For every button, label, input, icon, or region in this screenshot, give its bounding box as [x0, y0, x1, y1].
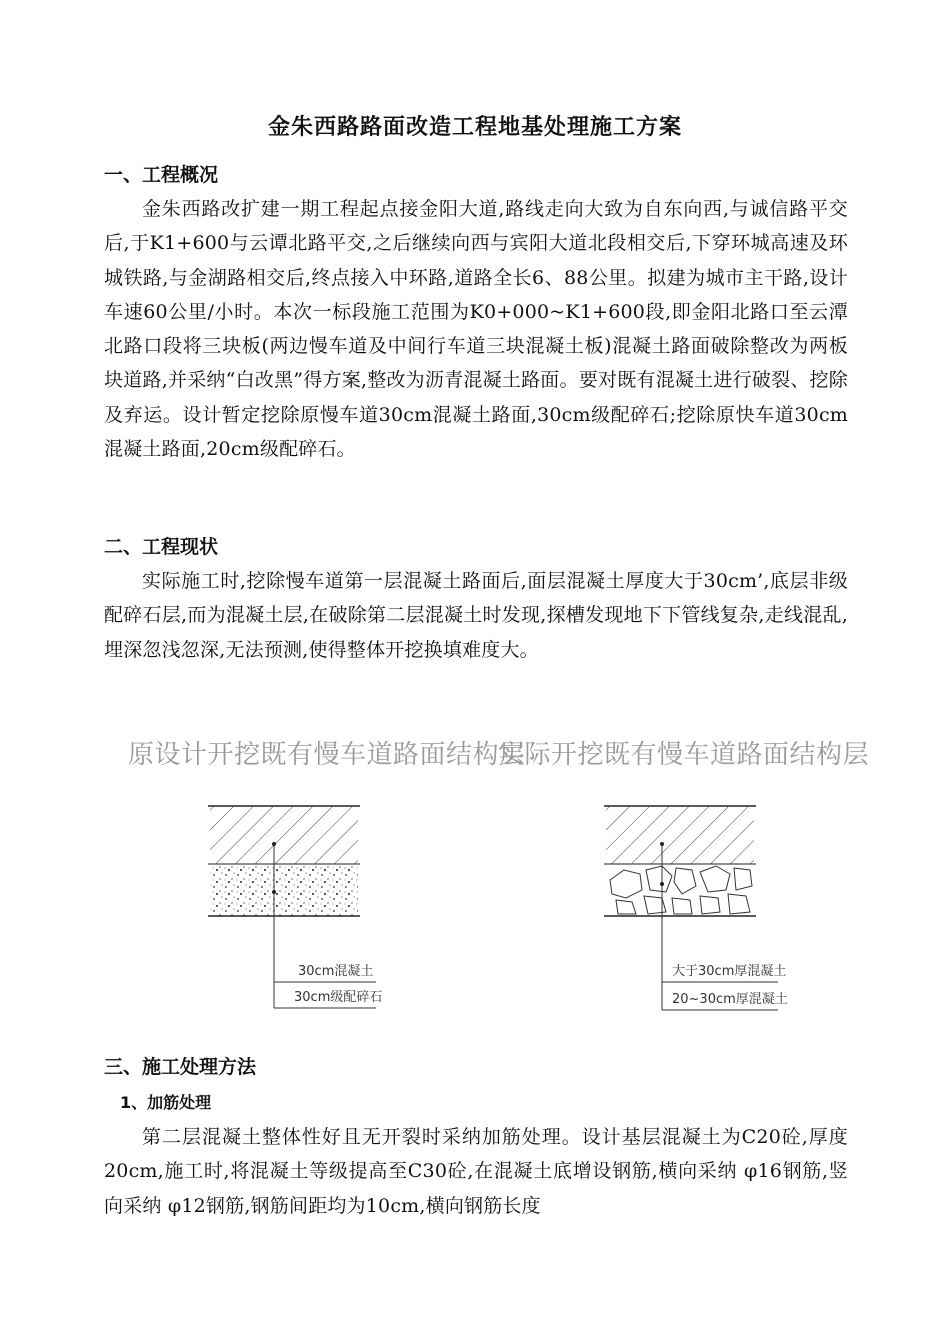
diagram-original-structure [200, 800, 400, 1020]
gravel-layer [210, 864, 358, 916]
concrete-layer [210, 806, 358, 864]
layer-label-2: 30cm级配碎石 [294, 990, 383, 1005]
figure-caption-actual: 实际开挖既有慢车道路面结构层 [498, 740, 870, 770]
figure-caption-original-design: 原设计开挖既有慢车道路面结构层 [128, 740, 526, 770]
paragraph-reinforcement: 第二层混凝土整体性好且无开裂时采纳加筋处理。设计基层混凝土为C20砼,厚度20cm,施工时,将混凝土等级提高至C30砼,在混凝土底增设钢筋,横向采纳 φ16钢筋,竖向采纳 φ12钢筋,钢筋间距均为10cm,横向钢筋长度 [104, 1126, 848, 1217]
diagram-actual-structure [596, 800, 796, 1020]
layer-label-2: 20~30cm厚混凝土 [672, 992, 788, 1007]
section-heading-method: 三、施工处理方法 [104, 1056, 257, 1078]
section-heading-overview: 一、工程概况 [104, 164, 219, 186]
layer-label-1: 30cm混凝土 [298, 964, 374, 979]
subheading-reinforcement: 1、加筋处理 [120, 1093, 212, 1112]
paragraph-status: 实际施工时,挖除慢车道第一层混凝土路面后,面层混凝土厚度大于30cm’,底层非级配碎石层,而为混凝土层,在破除第二层混凝土时发现,探槽发现地下下管线复杂,走线混乱,埋深忽浅忽深,无法预测,使得整体开挖换填难度大。 [104, 570, 848, 661]
paragraph-overview: 金朱西路改扩建一期工程起点接金阳大道,路线走向大致为自东向西,与诚信路平交后,于K1+600与云谭北路平交,之后继续向西与宾阳大道北段相交后,下穿环城高速及环城铁路,与金湖路相交后,终点接入中环路,道路全长6、88公里。拟建为城市主干路,设计车速60公里/小时。本次一标段施工范围为K0+000~K1+600段,即金阳北路口至云潭北路口段将三块板(两边慢车道及中间行车道三块混凝土板)混凝土路面破除整改为两板块道路,并采纳“白改黑”得方案,整改为沥青混凝土路面。要对既有混凝土进行破裂、挖除及弃运。设计暂定挖除原慢车道30cm混凝土路面,30cm级配碎石;挖除原快车道30cm混凝土路面,20cm级配碎石。 [104, 198, 848, 461]
concrete-layer-top [606, 806, 754, 864]
section-heading-status: 二、工程现状 [104, 536, 219, 558]
layer-label-1: 大于30cm厚混凝土 [672, 964, 787, 979]
document-title: 金朱西路路面改造工程地基处理施工方案 [267, 115, 682, 140]
concrete-aggregate-layer [610, 866, 752, 914]
